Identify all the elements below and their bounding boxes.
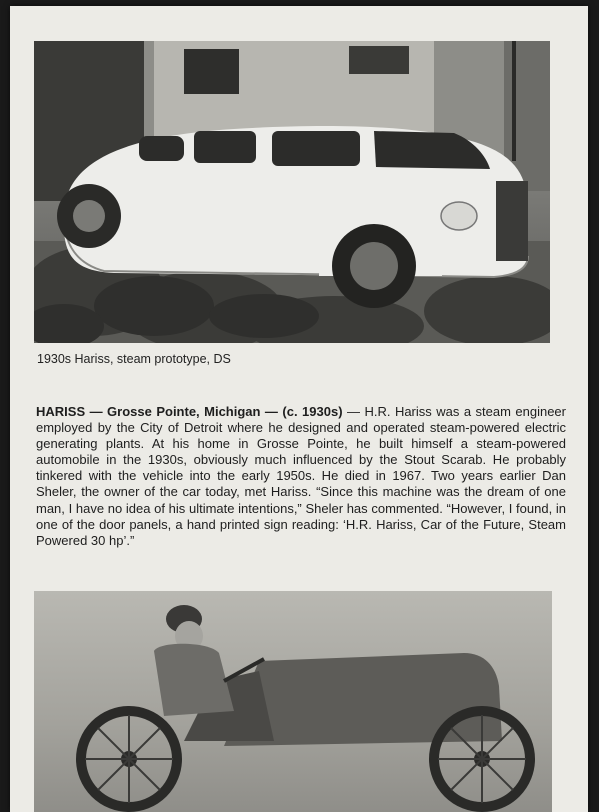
article-text — [36, 404, 566, 549]
vintage-car-illustration — [34, 591, 552, 812]
photo-caption: 1930s Hariss, steam prototype, DS — [37, 352, 231, 366]
book-page — [10, 6, 588, 812]
hariss-car-illustration — [34, 41, 550, 343]
hariss-car-photo — [34, 41, 550, 343]
article-heading: HARISS — Grosse Pointe, Michigan — (c. 1930s) — [36, 404, 343, 419]
vintage-car-photo — [34, 591, 552, 812]
article-body: — H.R. Hariss was a steam engineer employed by the City of Detroit where he designed and operated steam-powered electric generating plants. At his home in Grosse Pointe, he built himself a steam-powered automobile in the 1930s, obviously much influenced by the Stout Scarab. He probably tinkered with the vehicle into the early 1950s. He died in 1967. Two years earlier Dan Sheler, the owner of the car today, met Hariss. “Since this machine was the dream of one man, I have no idea of his ultimate intentions,” Sheler has commented. “However, I found, in one of the door panels, a hand printed sign reading: ‘H.R. Hariss, Car of the Future, Steam Powered 30 hp’.” — [36, 404, 566, 548]
